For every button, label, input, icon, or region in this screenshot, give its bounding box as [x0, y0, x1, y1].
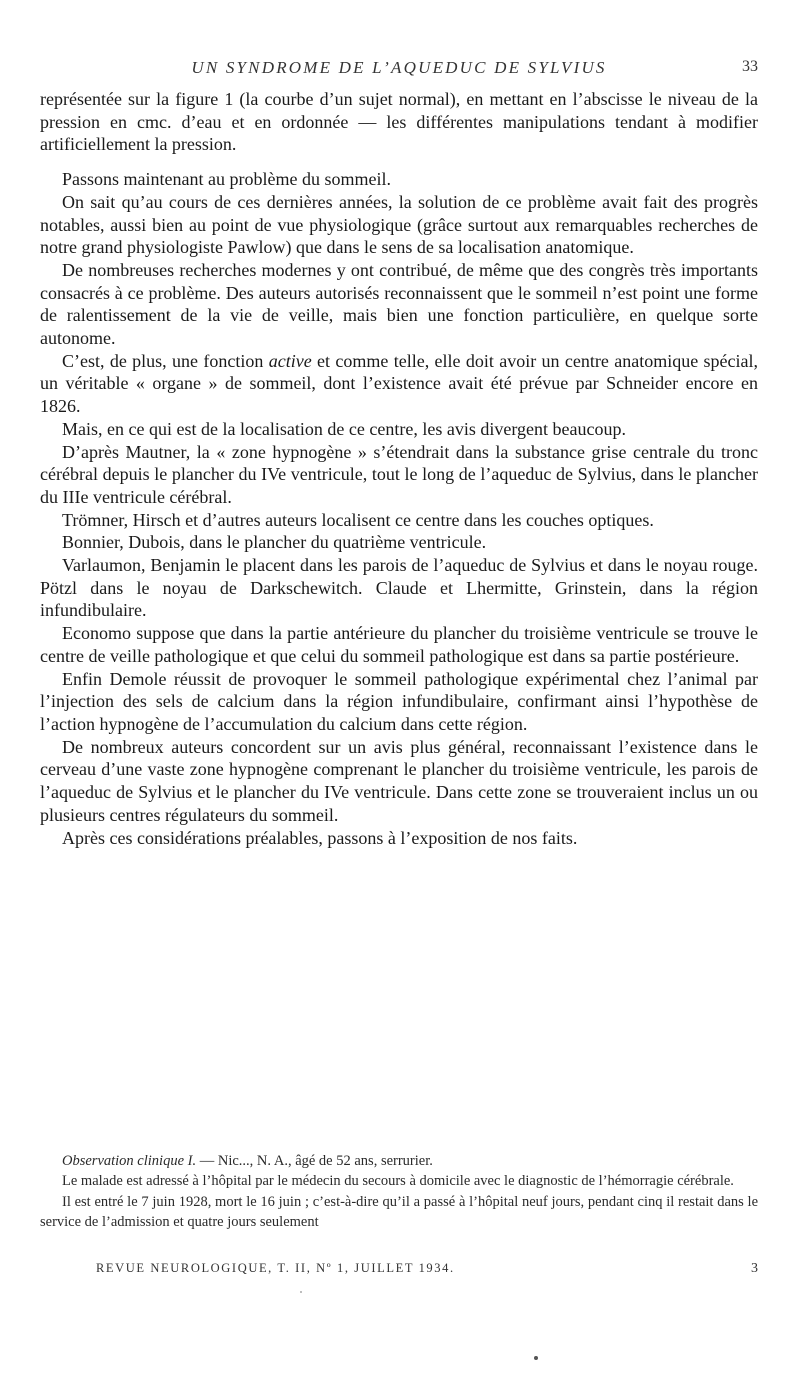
- paragraph-5-end: et comme telle, elle doit avoir un centre anatomique spécial, un véritable « organe » de sommeil, dont l’existence avait été prévue par Schneider encore en 1826.: [40, 350, 759, 417]
- running-header: [40, 58, 758, 84]
- observation-line-2: Il est entré le 7 juin 1928, mort le 16 juin ; c’est-à-dire qu’il a passé à l’hôpital neuf jours, pendant cinq il restait dans le service de l’admission et quatre jours seulement: [40, 1193, 758, 1230]
- paragraph-6: Mais, en ce qui est de la localisation de ce centre, les avis divergent beaucoup.: [62, 418, 626, 439]
- paragraph-14: Après ces considérations préalables, passons à l’exposition de nos faits.: [62, 827, 578, 848]
- clinical-observation: [40, 1151, 758, 1232]
- running-title: UN SYNDROME DE L’AQUEDUC DE SYLVIUS: [191, 58, 607, 77]
- journal-reference: REVUE NEUROLOGIQUE, T. II, Nº 1, JUILLET 1934.: [96, 1261, 455, 1275]
- observation-line-1: Le malade est adressé à l’hôpital par le médecin du secours à domicile avec le diagnostic de l’hémorragie cérébrale.: [62, 1173, 734, 1190]
- paragraph-1: représentée sur la figure 1 (la courbe d’un sujet normal), en mettant en l’abscisse le niveau de la pression en cmc. d’eau et en ordonnée — les différentes manipulations tendant à modifier artificiellement la pression.: [40, 89, 758, 155]
- observation-heading: [40, 1151, 758, 1171]
- ink-speck: [534, 1356, 538, 1360]
- page-number: 33: [742, 58, 758, 75]
- paragraph-3: On sait qu’au cours de ces dernières années, la solution de ce problème avait fait des progrès notables, aussi bien au point de vue physiologique (grâce surtout aux remarquables recherches de notre grand physiologiste Pawlow) que dans le sens de sa localisation anatomique.: [40, 191, 758, 258]
- ink-speck-small: [300, 1291, 302, 1293]
- paragraph-8: Trömner, Hirsch et d’autres auteurs localisent ce centre dans les couches optiques.: [62, 509, 654, 530]
- paragraph-11: Economo suppose que dans la partie antérieure du plancher du troisième ventricule se trouve le centre de veille pathologique et que celui du sommeil pathologique est dans sa partie postérieure.: [40, 623, 758, 666]
- paragraph-7: D’après Mautner, la « zone hypnogène » s’étendrait dans la substance grise centrale du tronc cérébral depuis le plancher du IVe ventricule, tout le long de l’aqueduc de Sylvius, dans le plancher du IIIe ventricule cérébral.: [40, 441, 758, 507]
- paragraph-10: Varlaumon, Benjamin le placent dans les parois de l’aqueduc de Sylvius et dans le noyau rouge. Pötzl dans le noyau de Darkschewitch. Claude et Lhermitte, Grinstein, dans la région infundibulaire.: [40, 555, 758, 621]
- emphasis-active: active: [268, 350, 312, 371]
- paragraph-5: [40, 350, 758, 418]
- paragraph-4: De nombreuses recherches modernes y ont contribué, de même que des congrès très importants consacrés à ce problème. Des auteurs autorisés reconnaissent que le sommeil n’est point une forme de ralentissement de la vie de veille, mais bien une fonction particulière, en quelque sorte autonome.: [40, 259, 758, 349]
- signature-mark: 3: [751, 1261, 758, 1276]
- paragraph-12: Enfin Demole réussit de provoquer le sommeil pathologique expérimental chez l’animal par l’injection des sels de calcium dans la région infundibulaire, confirmant ainsi l’hypothèse de l’action hypnogène de l’accumulation du calcium dans cette région.: [40, 668, 758, 734]
- observation-label: Observation clinique I.: [62, 1153, 197, 1169]
- main-text: [40, 88, 758, 849]
- paragraph-9: Bonnier, Dubois, dans le plancher du quatrième ventricule.: [62, 532, 487, 553]
- page-footer: [40, 1261, 758, 1283]
- observation-patient: — Nic..., N. A., âgé de 52 ans, serrurier.: [196, 1153, 433, 1169]
- paragraph-5-start: C’est, de plus, une fonction: [62, 350, 269, 371]
- paragraph-13: De nombreux auteurs concordent sur un avis plus général, reconnaissant l’existence dans le cerveau d’une vaste zone hypnogène comprenant le plancher du troisième ventricule, les parois de l’aqueduc de Sylvius et le plancher du IVe ventricule. Dans cette zone se trouveraient inclus un ou plusieurs centres régulateurs du sommeil.: [40, 736, 758, 825]
- paragraph-2: Passons maintenant au problème du sommeil.: [62, 169, 391, 190]
